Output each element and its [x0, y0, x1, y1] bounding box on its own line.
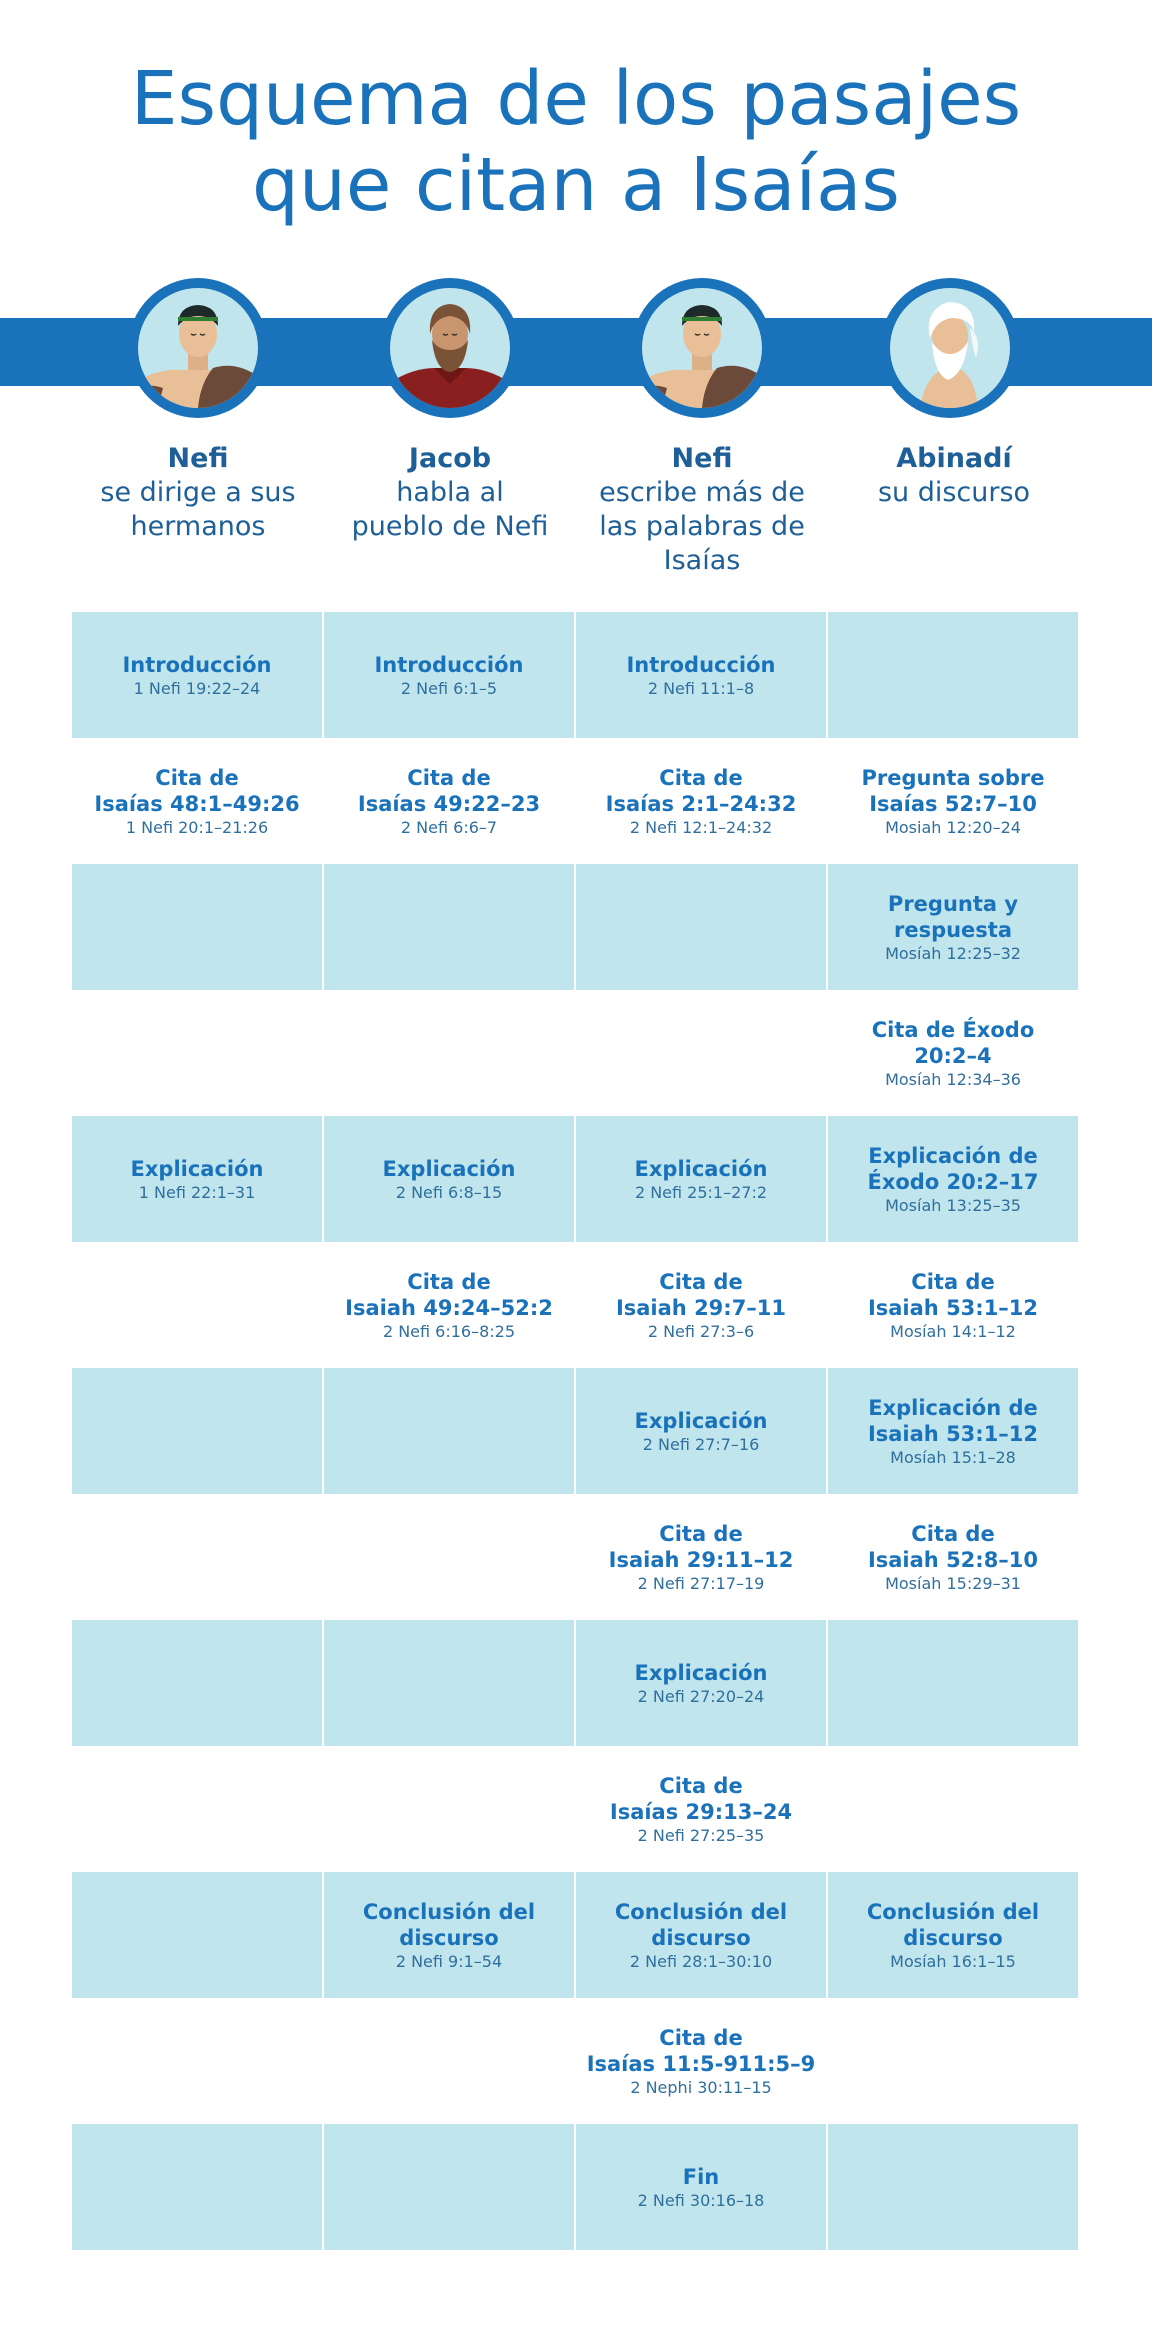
- table-cell: [576, 738, 826, 864]
- speaker-role: Isaías: [663, 545, 741, 576]
- cell-title: Explicación: [130, 1156, 264, 1181]
- table-cell: [828, 2124, 1078, 2250]
- speaker-headers: [72, 442, 1080, 592]
- table-cell: [576, 612, 826, 738]
- table-cell: [576, 2124, 826, 2250]
- cell-title: Cita de: [659, 1521, 743, 1546]
- table-cell: [72, 864, 322, 990]
- cell-reference: 2 Nefi 6:8–15: [395, 1182, 503, 1202]
- table-cell: [72, 1746, 322, 1872]
- table-row: [72, 1998, 1080, 2124]
- page-title: [0, 56, 1152, 228]
- cell-title: Isaiah 29:11–12: [608, 1547, 794, 1572]
- table-cell: [72, 990, 322, 1116]
- abinadi-portrait-icon: [890, 288, 1010, 408]
- table-cell: [576, 990, 826, 1116]
- cell-title: Fin: [682, 2164, 720, 2189]
- speaker-role: habla al: [396, 477, 504, 508]
- table-cell: [576, 1368, 826, 1494]
- speaker-role: las palabras de: [599, 511, 805, 542]
- table-cell: [576, 1998, 826, 2124]
- cell-title: discurso: [903, 1925, 1003, 1950]
- table-cell: [72, 1368, 322, 1494]
- cell-reference: 1 Nefi 19:22–24: [133, 678, 261, 698]
- table-cell: [828, 1116, 1078, 1242]
- passage-table: [72, 612, 1080, 2250]
- cell-title: Cita de: [911, 1521, 995, 1546]
- cell-title: Explicación de: [868, 1395, 1038, 1420]
- table-cell: [72, 1494, 322, 1620]
- table-cell: [576, 1872, 826, 1998]
- table-cell: [828, 1494, 1078, 1620]
- speaker-name: Jacob: [408, 443, 492, 474]
- speaker-name: Abinadí: [896, 443, 1012, 474]
- cell-title: Isaías 48:1–49:26: [94, 791, 300, 816]
- table-cell: [576, 1116, 826, 1242]
- cell-title: Cita de: [659, 765, 743, 790]
- cell-title: Cita de: [155, 765, 239, 790]
- speaker-name: Nefi: [671, 443, 733, 474]
- cell-reference: 2 Nefi 25:1–27:2: [634, 1182, 768, 1202]
- table-cell: [576, 1746, 826, 1872]
- table-cell: [828, 1620, 1078, 1746]
- cell-title: Isaías 52:7–10: [869, 791, 1037, 816]
- table-cell: [72, 1620, 322, 1746]
- portrait-abinadi: [880, 278, 1020, 418]
- table-row: [72, 1494, 1080, 1620]
- table-cell: [576, 864, 826, 990]
- cell-title: Cita de: [659, 1269, 743, 1294]
- table-row: [72, 1242, 1080, 1368]
- table-cell: [324, 2124, 574, 2250]
- table-cell: [324, 1998, 574, 2124]
- table-cell: [324, 864, 574, 990]
- cell-title: Isaías 29:13–24: [609, 1799, 793, 1824]
- cell-reference: 2 Nefi 27:3–6: [647, 1321, 755, 1341]
- cell-reference: Mosíah 12:25–32: [885, 943, 1021, 963]
- table-row: [72, 1872, 1080, 1998]
- table-cell: [576, 1494, 826, 1620]
- table-cell: [324, 612, 574, 738]
- cell-reference: 2 Nephi 30:11–15: [630, 2077, 772, 2097]
- cell-reference: 2 Nefi 27:25–35: [637, 1825, 765, 1845]
- nephi-portrait-icon: [138, 288, 258, 408]
- speaker-nefi-1: [72, 442, 324, 544]
- cell-title: Isaiah 49:24–52:2: [345, 1295, 553, 1320]
- table-cell: [324, 738, 574, 864]
- cell-title: Isaiah 53:1–12: [867, 1421, 1039, 1446]
- speaker-role: hermanos: [130, 511, 266, 542]
- cell-reference: 2 Nefi 28:1–30:10: [629, 1951, 773, 1971]
- cell-title: Isaiah 53:1–12: [867, 1295, 1039, 1320]
- table-cell: [324, 1620, 574, 1746]
- table-cell: [324, 1368, 574, 1494]
- table-cell: [828, 1998, 1078, 2124]
- table-cell: [576, 1242, 826, 1368]
- cell-title: Conclusión del: [866, 1899, 1040, 1924]
- table-row: [72, 1368, 1080, 1494]
- cell-reference: Mosíah 16:1–15: [890, 1951, 1016, 1971]
- cell-title: Pregunta y respuesta: [887, 891, 1019, 942]
- portrait-nefi-2: [632, 278, 772, 418]
- portrait-nefi-1: [128, 278, 268, 418]
- cell-reference: 2 Nefi 27:17–19: [637, 1573, 765, 1593]
- table-cell: [828, 1872, 1078, 1998]
- table-row: [72, 1116, 1080, 1242]
- cell-title: Introducción: [626, 652, 776, 677]
- cell-reference: Mosíah 14:1–12: [890, 1321, 1016, 1341]
- table-cell: [72, 612, 322, 738]
- cell-title: Explicación: [634, 1408, 768, 1433]
- cell-title: Explicación: [382, 1156, 516, 1181]
- cell-title: discurso: [399, 1925, 499, 1950]
- cell-reference: 2 Nefi 9:1–54: [395, 1951, 503, 1971]
- cell-title: discurso: [651, 1925, 751, 1950]
- table-cell: [828, 1746, 1078, 1872]
- speaker-role: pueblo de Nefi: [351, 511, 549, 542]
- table-cell: [72, 1998, 322, 2124]
- jacob-portrait-icon: [390, 288, 510, 408]
- cell-reference: Mosíah 15:29–31: [885, 1573, 1021, 1593]
- table-cell: [324, 1746, 574, 1872]
- table-cell: [72, 1242, 322, 1368]
- cell-reference: Mosíah 13:25–35: [885, 1195, 1021, 1215]
- table-cell: [72, 738, 322, 864]
- speaker-role: escribe más de: [599, 477, 805, 508]
- cell-reference: 2 Nefi 6:16–8:25: [382, 1321, 516, 1341]
- cell-title: Cita de: [407, 765, 491, 790]
- table-cell: [324, 1242, 574, 1368]
- table-cell: [576, 1620, 826, 1746]
- table-cell: [324, 1872, 574, 1998]
- cell-title: Introducción: [122, 652, 272, 677]
- cell-reference: 2 Nefi 12:1–24:32: [629, 817, 773, 837]
- table-row: [72, 1620, 1080, 1746]
- cell-title: Conclusión del: [614, 1899, 788, 1924]
- table-row: [72, 738, 1080, 864]
- cell-reference: 1 Nefi 20:1–21:26: [125, 817, 269, 837]
- cell-reference: 2 Nefi 27:20–24: [637, 1686, 765, 1706]
- table-row: [72, 864, 1080, 990]
- speaker-jacob: [324, 442, 576, 544]
- table-cell: [828, 864, 1078, 990]
- table-row: [72, 1746, 1080, 1872]
- nephi-portrait-icon: [642, 288, 762, 408]
- table-cell: [324, 990, 574, 1116]
- cell-title: Cita de: [407, 1269, 491, 1294]
- cell-reference: 2 Nefi 11:1–8: [647, 678, 755, 698]
- table-row: [72, 990, 1080, 1116]
- cell-title: Isaiah 52:8–10: [867, 1547, 1039, 1572]
- speaker-abinadi: [828, 442, 1080, 510]
- cell-title: Éxodo 20:2–17: [867, 1169, 1039, 1194]
- cell-reference: 2 Nefi 27:7–16: [642, 1434, 760, 1454]
- table-cell: [828, 738, 1078, 864]
- title-line-2: que citan a Isaías: [251, 142, 900, 228]
- cell-reference: 2 Nefi 6:6–7: [400, 817, 498, 837]
- table-cell: [72, 1872, 322, 1998]
- cell-title: Cita de Éxodo: [871, 1017, 1035, 1042]
- cell-title: Conclusión del: [362, 1899, 536, 1924]
- speaker-role: se dirige a sus: [100, 477, 296, 508]
- cell-title: Cita de: [659, 1773, 743, 1798]
- cell-title: Cita de: [659, 2025, 743, 2050]
- table-cell: [828, 1368, 1078, 1494]
- table-cell: [828, 612, 1078, 738]
- cell-title: Isaías 11:5-911:5–9: [586, 2051, 816, 2076]
- cell-reference: Mosíah 12:34–36: [885, 1069, 1021, 1089]
- table-cell: [324, 1494, 574, 1620]
- cell-title: Cita de: [911, 1269, 995, 1294]
- table-row: [72, 612, 1080, 738]
- table-cell: [72, 1116, 322, 1242]
- cell-title: Explicación: [634, 1660, 768, 1685]
- cell-reference: 1 Nefi 22:1–31: [138, 1182, 256, 1202]
- table-cell: [324, 1116, 574, 1242]
- speaker-role: su discurso: [877, 477, 1031, 508]
- cell-title: Isaías 2:1–24:32: [605, 791, 797, 816]
- cell-reference: Mosíah 15:1–28: [890, 1447, 1016, 1467]
- cell-title: Explicación de: [868, 1143, 1038, 1168]
- cell-reference: 2 Nefi 6:1–5: [400, 678, 498, 698]
- table-row: [72, 2124, 1080, 2250]
- cell-title: 20:2–4: [914, 1043, 992, 1068]
- title-line-1: Esquema de los pasajes: [130, 56, 1022, 142]
- cell-title: Isaiah 29:7–11: [615, 1295, 787, 1320]
- table-cell: [828, 990, 1078, 1116]
- speaker-name: Nefi: [167, 443, 229, 474]
- cell-title: Explicación: [634, 1156, 768, 1181]
- cell-reference: Mosiah 12:20–24: [885, 817, 1021, 837]
- portrait-jacob: [380, 278, 520, 418]
- cell-title: Introducción: [374, 652, 524, 677]
- speaker-nefi-2: [576, 442, 828, 578]
- cell-title: Isaías 49:22–23: [357, 791, 541, 816]
- cell-title: Pregunta sobre: [861, 765, 1045, 790]
- table-cell: [72, 2124, 322, 2250]
- table-cell: [828, 1242, 1078, 1368]
- cell-reference: 2 Nefi 30:16–18: [637, 2190, 765, 2210]
